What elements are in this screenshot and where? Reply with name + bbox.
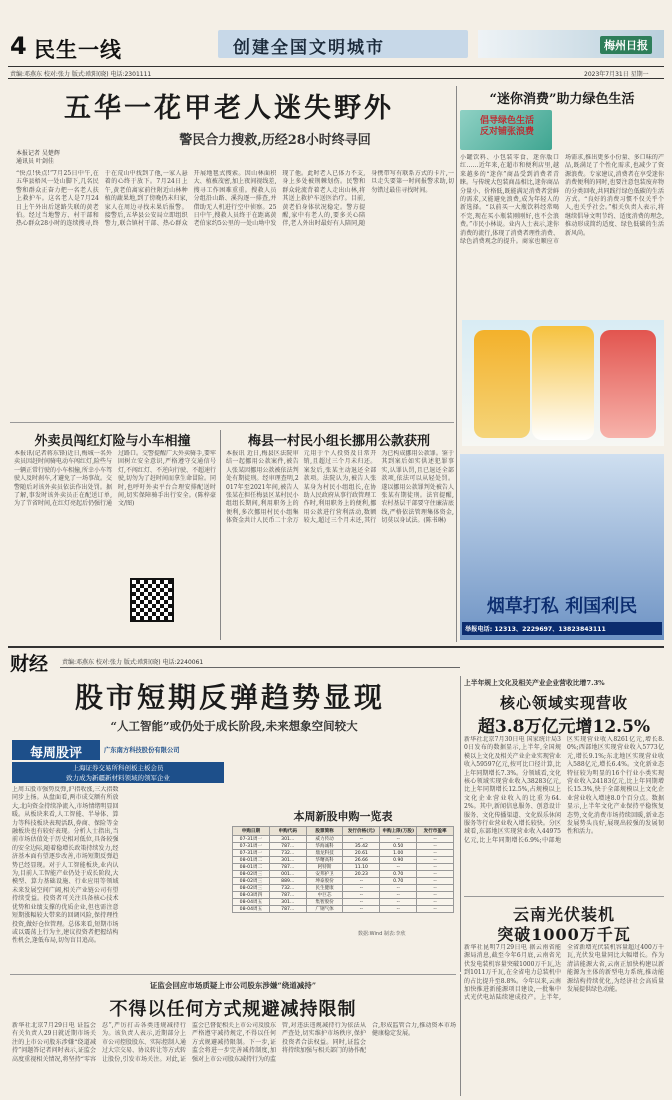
csrc-col-divider [460, 974, 461, 1096]
ipo-table-cell: 07-31周一 [233, 836, 270, 843]
ipo-table-cell: -- [417, 892, 454, 899]
page-credits: 责编:邓燕东 校对:张力 版式:欧阳(晓) 电话:2301111 [10, 71, 152, 78]
ipo-table-cell: 08-02周三 [233, 878, 270, 885]
ipo-table-cell: 0.90 [380, 857, 417, 864]
ipo-table-cell: 阿特斯 [306, 864, 343, 871]
ipo-col-limit: 申购上限(万股) [380, 827, 417, 836]
ipo-table-cell: 08-01周二 [233, 864, 270, 871]
ipo-table-cell: 民生健康 [306, 885, 343, 892]
ipo-table-cell: 威力传动 [306, 836, 343, 843]
section-header [8, 30, 664, 64]
ipo-table-cell: 0.50 [380, 843, 417, 850]
product-bottle-3 [600, 330, 656, 438]
story2-rule [10, 422, 454, 423]
story1-headline: 五华一花甲老人迷失野外 [64, 93, 394, 124]
product-bottle-2 [532, 326, 594, 440]
ipo-table-row [233, 843, 454, 850]
ipo-table-cell: 集智股份 [306, 899, 343, 906]
ipo-table-cell: 华曙高科 [306, 857, 343, 864]
ipo-table-cell: 0.70 [380, 878, 417, 885]
finance-rule [60, 667, 460, 668]
broker-line-1: 上海证券交易所科创板主板会员 [12, 762, 224, 773]
ipo-col-date: 申购日期 [233, 827, 270, 836]
ipo-table-cell: 732... [269, 885, 306, 892]
ipo-table-cell: 301... [269, 899, 306, 906]
column-divider-s2 [220, 430, 221, 640]
culture-headline-1: 核心领域实现营收 [499, 694, 628, 712]
ipo-table-cell: -- [417, 871, 454, 878]
ipo-table-cell: -- [380, 885, 417, 892]
finance-subheadline: “人工智能”或仍处于成长阶段,未来想象空间较大 [110, 719, 358, 733]
ipo-table-cell: -- [417, 878, 454, 885]
ipo-table-cell: 08-02周三 [233, 871, 270, 878]
weekly-column-title: 每周股评 [29, 746, 82, 761]
ipo-col-code: 申购代码 [269, 827, 306, 836]
ipo-table-cell: 0.70 [380, 871, 417, 878]
ipo-table-cell: -- [343, 885, 380, 892]
csrc-body: 新华社北京7月29日电 证监会有关负责人29日就近期市场关注的上市公司股东涉嫌“绕道减持”问题答记者问时表示,证监会高度重视相关情况,将坚持“零容忍”,严厉打击各类违规减持行为。该负责人表示,近期部分上市公司控股股东、实际控制人通过大宗交易、协议转让等方式转让股份,引发市场关注。对此,证监会已督促相关上市公司及股东严格遵守减持规定,不得以任何方式规避减持限制。下一步,证监会将进一步完善减持制度,加强对上市公司股东减持行为的监管,对违法违规减持行为依法从严查处,切实维护市场秩序,保护投资者合法权益。同时,证监会将持续加强与相关部门的协作配合,形成监管合力,推动资本市场健康稳定发展。 [12, 1022, 456, 1063]
ipo-table-cell: 26.66 [343, 857, 380, 864]
csrc-kicker: 证监会回应市场质疑上市公司股东涉嫌“绕道减持” [149, 981, 317, 990]
column-divider-main [456, 86, 457, 642]
report-hotline: 举报电话: 12313、2229697、13823843111 [462, 622, 662, 635]
finance-rule-top [8, 646, 664, 648]
ipo-table-cell: 787... [269, 843, 306, 850]
ipo-table-cell: 华海诚科 [306, 843, 343, 850]
anti-smuggling-title: 烟草打私 利国利民 [486, 596, 638, 617]
ipo-table-cell: -- [417, 899, 454, 906]
culture-headline-2: 超3.8万亿元增12.5% [477, 717, 651, 737]
ipo-table-cell: 732... [269, 850, 306, 857]
story2-body: 本报讯(记者蒋东锋)近日,梅城一名外卖员因赶时间骑电动车闯红灯,险些与一辆正常行驶的小车相撞,所幸小车驾驶人及时刹车,才避免了一场事故。交警随后对该外卖员依法作出处罚。据了解,事发时该外卖员正在配送订单,为了节省时间,在红灯亮起后仍强行通过路口。交警提醒广大外卖骑手,要牢固树立安全意识,严格遵守交通信号灯,不闯红灯、不逆向行驶、不超速行驶,切勿为了赶时间而拿生命冒险。同时,也呼吁外卖平台合理安排配送时间,切实保障骑手出行安全。(陈梓豪 文/图) [14, 450, 216, 508]
solar-body: 新华社昆明7月29日电 据云南省能源局消息,截至今年6月底,云南省光伏发电装机容量突破1000万千瓦,达到1011万千瓦,在全省电力总装机中的占比提升至8.8%。今年以来,云南加快推进新能源项目建设,一批集中式光伏电站陆续建成投产。上半年,全省新增光伏装机容量超过400万千瓦,光伏发电量同比大幅增长。作为清洁能源大省,云南正加快构建以新能源为主体的新型电力系统,推动能源结构持续优化,为经济社会高质量发展提供绿色动能。 [464, 944, 664, 1002]
solar-headline-2: 突破1000万千瓦 [497, 925, 631, 944]
ipo-table-cell: 787... [269, 892, 306, 899]
ipo-table-cell: 001... [269, 871, 306, 878]
ad1-body: 小罐饮料、小包装零食、迷你版口红……近年来,在超市和便利店里,越来越多的“迷你”商品受到消费者青睐。与传统大包装商品相比,迷你商品分量小、价格低,既能满足消费者尝鲜的需求,又能避免浪费,成为年轻人的新选择。“以前买一大瓶饮料经常喝不完,现在买小瓶装刚刚好,也不会浪费。”市民小林说。业内人士表示,迷你消费的流行,体现了消费者理性消费、绿色消费观念的提升。商家也顺应市场需求,推出更多小份量、多口味的产品,既满足了个性化需求,也减少了资源浪费。专家建议,消费者在享受迷你消费便利的同时,也要注意包装废弃物的分类回收,共同践行绿色低碳的生活方式。“良好的消费习惯不仅关乎个人,也关乎社会。”相关负责人表示,将继续倡导文明节约、适度消费的理念,推动形成简约适度、绿色低碳的生活新风尚。 [460, 154, 664, 246]
campaign-banner-text: 创建全国文明城市 [233, 38, 385, 58]
story1-subheadline: 警民合力搜救,历经28小时终寻回 [179, 133, 371, 148]
ipo-table-cell: -- [343, 906, 380, 913]
finance-col-divider [460, 676, 461, 972]
ipo-col-pe: 发行市盈率 [417, 827, 454, 836]
finance-credits: 责编:邓燕东 校对:张力 版式:欧阳(晓) 电话:2240061 [62, 659, 204, 666]
ipo-table-row [233, 850, 454, 857]
story1-body: “快点!快点!”7月25日中午,在五华县梧风一处山脚下,几名民警和群众正奋力把一名老人扶上救护车。这名老人是7月24日上午外出后迷路失联的黄老伯。经过当地警方、村干部和热心群众28小时的连续搜寻,终于在荒山中找到了他,一家人悬着的心终于放下。7月24日上午,黄老伯离家前往附近山林种植的蔬果地,到了傍晚仍未归家,家人在周边寻找未果后报警。接警后,五华县公安局立即组织警力,联合镇村干部、热心群众开展地毯式搜索。因山林面积大、植被茂密,加上夜间视线差,搜寻工作困难重重。搜救人员分组沿山路、溪沟逐一排查,并借助无人机进行空中侦察。25日中午,搜救人员终于在距离黄老伯家约5公里的一处山坳中发现了他。此时老人已体力不支,身上多处被荆棘划伤。民警和群众轮流背着老人走出山林,将其送上救护车送医治疗。目前,黄老伯身体状况稳定。警方提醒,家中有老人的,要多关心陪伴,老人外出时最好有人陪同,随身携带写有联系方式的卡片,一旦走失要第一时间报警求助,切勿错过最佳寻找时间。 [16, 170, 454, 228]
ipo-table-cell: 08-02周三 [233, 885, 270, 892]
product-bottle-1 [474, 330, 530, 438]
ipo-table-cell: -- [343, 892, 380, 899]
ipo-table-title: 本周新股申购一览表 [232, 808, 454, 824]
ipo-table-cell: 08-01周二 [233, 857, 270, 864]
ipo-table-cell: 中巨芯 [306, 892, 343, 899]
broker-name: 广东南方科技股份有限公司 [104, 747, 180, 754]
story1-byline: 本报记者 吴楚辉 通讯员 叶剑佳 [16, 150, 60, 165]
ipo-table-cell: -- [417, 906, 454, 913]
ipo-table-row [233, 871, 454, 878]
culture-body: 新华社北京7月30日电 国家统计局30日发布的数据显示,上半年,全国规模以上文化及相关产业企业实现营业收入59597亿元,按可比口径计算,比上年同期增长7.3%。分领域看,文化核心领域实现营业收入38283亿元,比上年同期增长12.5%,占规模以上文化企业营业收入的比重为64.2%。其中,新闻信息服务、创意设计服务、文化传播渠道、文化娱乐休闲服务等行业营业收入增长较快。分区域看,东部地区实现营业收入44975亿元,比上年同期增长6.9%;中部地区实现营业收入8261亿元,增长8.0%;西部地区实现营业收入5773亿元,增长9.1%;东北地区实现营业收入588亿元,增长6.4%。文化新业态特征较为明显的16个行业小类实现营业收入24183亿元,比上年同期增长15.3%,快于全部规模以上文化企业营业收入增速8.0个百分点。数据显示,上半年文化产业保持平稳恢复态势,文化消费市场持续回暖,新业态发展势头良好,展现出较强的发展韧性和活力。 [464, 736, 664, 844]
ipo-table-cell: 1.00 [380, 850, 417, 857]
ipo-table-cell: 20.61 [343, 850, 380, 857]
ipo-table-cell: 07-31周一 [233, 843, 270, 850]
ipo-table-cell: 889... [269, 878, 306, 885]
ipo-table-cell: 787... [269, 864, 306, 871]
ipo-table-cell: 20.23 [343, 871, 380, 878]
ipo-table-cell: -- [417, 885, 454, 892]
ipo-table-cell: -- [417, 850, 454, 857]
ipo-table-cell: 07-31周一 [233, 850, 270, 857]
ipo-table-cell: 鼎龙科技 [306, 850, 343, 857]
finance-body: 上周五股市强势反弹,沪指收涨,三大指数同步上扬。从盘面看,两市成交额有所放大,北向资金持续净流入,市场情绪明显回暖。从板块来看,人工智能、半导体、算力等科技板块表现活跃,券商、保险等金融板块也有较好表现。分析人士指出,当前市场估值处于历史相对低位,具备较强的安全边际,随着稳增长政策持续发力,经济基本面有望逐步改善,市场短期反弹趋势已经显现。对于人工智能板块,业内认为,目前人工智能产业仍处于成长阶段,大模型、算力基础设施、行业应用等领域未来发展空间广阔,相关产业链公司有望持续受益。投资者可关注具备核心技术优势和业绩支撑的优质企业,但也需注意短期涨幅较大带来的回调风险,保持理性投资,做好仓位管理。总体来看,短期市场或以震荡上行为主,建议投资者把握结构性机会,逢低布局,切勿盲目追高。 [12, 786, 119, 945]
header-rule-2 [8, 78, 664, 79]
ipo-table-cell: -- [417, 836, 454, 843]
ipo-table-cell: 11.10 [343, 864, 380, 871]
finance-section-title: 财经 [10, 653, 49, 675]
ipo-table-row [233, 906, 454, 913]
ipo-table-cell: 301... [269, 857, 306, 864]
ipo-col-name: 股票简称 [306, 827, 343, 836]
ipo-table-row [233, 857, 454, 864]
ad1-poster-text: 倡导绿色生活 反对铺张浪费 [479, 116, 534, 137]
ipo-table-row [233, 899, 454, 906]
ipo-table-cell: -- [417, 864, 454, 871]
ipo-table-row [233, 864, 454, 871]
ad1-headline: “迷你消费”助力绿色生活 [489, 92, 635, 107]
ipo-table-row [233, 878, 454, 885]
ipo-table-cell: -- [380, 892, 417, 899]
ipo-table-cell: -- [380, 864, 417, 871]
ipo-table-cell: -- [380, 899, 417, 906]
ipo-table-row [233, 836, 454, 843]
story3-headline: 梅县一村民小组长挪用公款获刑 [247, 434, 430, 449]
section-title: 民生一线 [34, 38, 122, 62]
ipo-table-cell: -- [343, 899, 380, 906]
csrc-rule [10, 974, 456, 975]
ipo-table-cell: 787... [269, 906, 306, 913]
ipo-table-cell: -- [417, 843, 454, 850]
ipo-table-row [233, 885, 454, 892]
ipo-col-price: 发行价格(元) [343, 827, 380, 836]
culture-kicker: 上半年规上文化及相关产业企业营收比增7.3% [464, 679, 605, 687]
story3-body: 本报讯 近日,梅县区法院审结一起挪用公款案件,被告人张某因挪用公款被依法判处有期徒刑。经审理查明,2017年至2021年间,被告人张某在担任梅县区某村民小组组长期间,利用职务上的便利,多次挪用村民小组集体资金共计人民币二十余万元用于个人投资及日常开销,且超过三个月未归还。案发后,张某主动退还全部款项。法院认为,被告人张某身为村民小组组长,在协助人民政府从事行政管理工作时,利用职务上的便利,挪用公款进行营利活动,数额较大,超过三个月未还,其行为已构成挪用公款罪。鉴于其到案后如实供述犯罪事实,认罪认罚,且已退还全部款项,依法可以从轻处罚。遂以挪用公款罪判处被告人张某有期徒刑。法官提醒,农村基层干部要守住廉洁底线,严格依法管理集体资金,切莫以身试法。(陈书琳) [226, 450, 454, 525]
ipo-table-note: 数据:Wind 制表:李欣 [358, 931, 406, 937]
page-number: 4 [10, 32, 27, 60]
ipo-table [232, 826, 454, 913]
ipo-table-cell: 301... [269, 836, 306, 843]
page-date: 2023年7月31日 星期一 [584, 71, 649, 78]
ipo-table-cell: 35.42 [343, 843, 380, 850]
ipo-table-header [233, 827, 454, 836]
ipo-table-cell: 广钢气体 [306, 906, 343, 913]
solar-rule [464, 896, 664, 897]
story2-headline: 外卖员闯红灯险与小车相撞 [34, 434, 191, 449]
ipo-table-cell: 08-03周四 [233, 892, 270, 899]
ipo-table-cell: -- [343, 878, 380, 885]
ipo-table-cell: 坤泰股份 [306, 878, 343, 885]
qr-code [130, 578, 174, 622]
ipo-table-cell: -- [380, 836, 417, 843]
ipo-table-cell: -- [380, 906, 417, 913]
ipo-table-row [233, 892, 454, 899]
csrc-headline: 不得以任何方式规避减持限制 [109, 999, 357, 1020]
paper-logo: 梅州日报 [600, 36, 652, 54]
ipo-table-cell: -- [417, 857, 454, 864]
header-rule [8, 66, 664, 67]
finance-headline: 股市短期反弹趋势显现 [74, 681, 385, 714]
ipo-table-cell: 安邦护卫 [306, 871, 343, 878]
ipo-table-cell: 08-04周五 [233, 906, 270, 913]
ipo-table-cell: 08-04周五 [233, 899, 270, 906]
ipo-table-cell: -- [343, 836, 380, 843]
solar-headline-1: 云南光伏装机 [512, 905, 615, 924]
broker-line-2: 致力成为新疆新材料领域的领军企业 [12, 772, 224, 783]
